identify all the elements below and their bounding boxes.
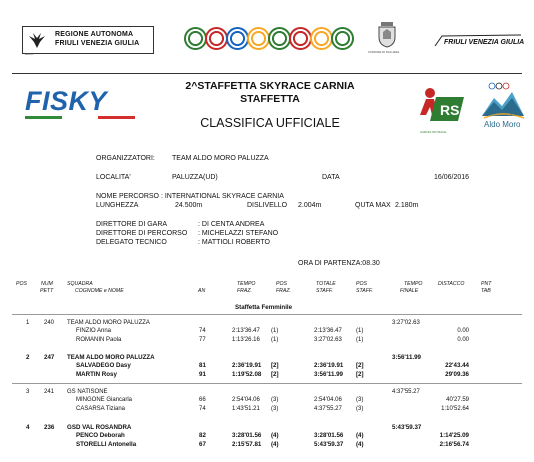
member-total-time: 2:13'36.47	[314, 328, 342, 335]
member-relay-pos: (4)	[356, 440, 364, 448]
category-label: Staffetta Femminile	[235, 304, 293, 311]
member-total-time: 3:28'01.56	[314, 432, 344, 440]
aldo-moro-text: Aldo Moro	[484, 120, 521, 129]
member-name: CASARSA Tiziana	[76, 405, 126, 412]
team-bib: 241	[44, 389, 55, 395]
member-total-time: 4:37'55.27	[314, 405, 342, 412]
team-name: TEAM ALDO MORO PALUZZA	[67, 320, 150, 326]
member-gap: 29'09.36	[445, 370, 469, 378]
association-emblem-icon	[331, 27, 354, 50]
member-gap: 0.00	[457, 336, 469, 343]
association-emblem-icon	[226, 27, 249, 50]
team-name: GSD VAL ROSANDRA	[67, 424, 132, 431]
fvg-text: FRIULI VENEZIA GIULIA	[444, 39, 525, 46]
association-emblem-icon	[247, 27, 270, 50]
fvg-logo	[432, 32, 524, 52]
association-emblem-icon	[310, 27, 333, 50]
association-emblem-icon	[268, 27, 291, 50]
date-value: 16/06/2016	[434, 174, 470, 181]
member-total-time: 3:27'02.63	[314, 336, 342, 343]
member-name: MINGONE Giancarla	[76, 397, 133, 404]
member-year: 82	[199, 432, 206, 440]
team-bib: 240	[44, 320, 55, 326]
aldo-moro-logo	[480, 80, 526, 124]
region-line2: FRIULI VENEZIA GIULIA	[55, 40, 140, 47]
start-time: ORA DI PARTENZA:08.30	[298, 260, 380, 267]
member-total-time: 3:56'11.99	[314, 370, 343, 378]
dir-perc-value: : MICHELAZZI STEFANO	[198, 230, 279, 237]
date-label: DATA	[322, 174, 340, 181]
aldo-moro-small: Giovanni Cal Aldo Moro	[485, 113, 517, 117]
dislivello-label: DISLIVELLO	[247, 202, 288, 209]
percorso-name: NOME PERCORSO : INTERNATIONAL SKYRACE CARNIA	[96, 193, 284, 200]
member-split-time: 2:54'04.06	[232, 397, 260, 404]
member-relay-pos: [2]	[356, 362, 364, 370]
org-value: TEAM ALDO MORO PALUZZA	[172, 155, 269, 162]
loc-label: LOCALITA'	[96, 174, 131, 181]
regione-fvg-logo	[22, 26, 154, 54]
col-totale-2: STAFF.	[316, 288, 333, 294]
member-split-time: 2:15'57.81	[232, 440, 262, 448]
member-name: MARTIN Rosy	[76, 370, 117, 378]
region-line1: REGIONE AUTONOMA	[55, 31, 134, 38]
loc-value: PALUZZA(UD)	[172, 174, 218, 181]
comune-crest-icon	[377, 22, 397, 48]
skyrace-caption: CARNIA SKYRACE	[420, 130, 447, 134]
team-name: GS NATISONE	[67, 389, 108, 395]
team-bib: 247	[44, 354, 55, 361]
member-split-time: 1:43'51.21	[232, 405, 260, 412]
col-tempo-finale: TEMPO	[404, 281, 423, 287]
member-gap: 22'43.44	[445, 362, 469, 370]
comune-caption: COMUNE DI PALUZZA	[368, 50, 400, 54]
member-total-time: 5:43'59.37	[314, 440, 344, 448]
member-split-time: 1:19'52.08	[232, 370, 262, 378]
team-pos: 4	[26, 424, 30, 431]
delegato-value: : MATTIOLI ROBERTO	[198, 239, 270, 246]
team-final-time: 4:37'55.27	[392, 389, 420, 395]
col-distacco: DISTACCO	[438, 281, 465, 287]
team-bib: 236	[44, 424, 55, 431]
fisky-logo: FISKY	[25, 86, 108, 116]
member-split-time: 1:13'26.16	[232, 336, 260, 343]
member-gap: 40'27.59	[446, 397, 469, 404]
member-relay-pos: (1)	[356, 328, 364, 335]
member-total-time: 2:36'19.91	[314, 362, 344, 370]
team-pos: 1	[26, 320, 30, 326]
member-split-time: 3:28'01.56	[232, 432, 262, 440]
col-pos-fraz-2: FRAZ.	[276, 288, 291, 294]
fisky-flag-bar	[25, 116, 135, 119]
member-year: 81	[199, 362, 206, 370]
member-gap: 2:16'56.74	[439, 440, 469, 448]
col-pos-staff: POS	[356, 281, 367, 287]
member-name: ROMANIN Paola	[76, 336, 122, 343]
member-year: 74	[199, 328, 206, 335]
member-split-pos: (3)	[271, 397, 279, 404]
member-name: PENCO Deborah	[76, 432, 125, 440]
member-year: 66	[199, 397, 206, 404]
svg-text:RS: RS	[440, 102, 460, 118]
lunghezza-label: LUNGHEZZA	[96, 202, 139, 209]
col-tempo-fraz-2: FRAZ.	[237, 288, 252, 294]
team-pos: 2	[26, 354, 30, 361]
emblem-row	[180, 0, 360, 60]
member-relay-pos: (3)	[356, 397, 364, 404]
team-final-time: 3:56'11.99	[392, 354, 421, 361]
member-split-pos: [2]	[271, 370, 279, 378]
eagle-icon	[27, 30, 47, 50]
team-final-time: 3:27'02.63	[392, 320, 420, 326]
member-split-pos: (4)	[271, 440, 279, 448]
col-tempo-fraz: TEMPO	[237, 281, 256, 287]
member-split-pos: (1)	[271, 328, 279, 335]
col-totale: TOTALE	[316, 281, 336, 287]
lunghezza-value: 24.500m	[175, 202, 203, 209]
association-emblem-icon	[289, 27, 312, 50]
col-pos: POS	[16, 281, 27, 287]
ranking-title: CLASSIFICA UFFICIALE	[200, 116, 340, 130]
member-relay-pos: [2]	[356, 370, 364, 378]
col-tempo-finale-2: FINALE	[400, 288, 419, 294]
col-pos-fraz: POS	[276, 281, 287, 287]
member-gap: 1:10'52.64	[441, 405, 469, 412]
quota-value: 2.180m	[395, 202, 419, 209]
col-num: NUM	[41, 281, 53, 287]
member-gap: 0.00	[457, 328, 469, 335]
delegato-label: DELEGATO TECNICO	[96, 239, 167, 246]
dir-gara-value: : DI CENTA ANDREA	[198, 221, 265, 228]
member-year: 74	[199, 405, 206, 412]
row-separator	[12, 383, 522, 384]
member-year: 67	[199, 440, 206, 448]
member-split-pos: (1)	[271, 336, 279, 343]
col-pnt: PNT	[481, 281, 492, 287]
col-tab: TAB	[481, 288, 491, 294]
member-split-time: 2:13'36.47	[232, 328, 260, 335]
col-squadra: SQUADRA	[67, 281, 93, 287]
team-pos: 3	[26, 389, 30, 395]
member-name: FINZIO Anna	[76, 328, 112, 335]
member-split-pos: (4)	[271, 432, 279, 440]
member-split-pos: (3)	[271, 405, 279, 412]
member-split-time: 2:36'19.91	[232, 362, 262, 370]
association-emblem-icon	[184, 27, 207, 50]
quota-label: QUTA MAX	[355, 202, 391, 209]
member-relay-pos: (3)	[356, 405, 364, 412]
member-relay-pos: (4)	[356, 432, 364, 440]
member-gap: 1:14'25.09	[439, 432, 469, 440]
member-relay-pos: (1)	[356, 336, 364, 343]
region-caption: EDDA	[25, 52, 34, 56]
org-label: ORGANIZZATORI:	[96, 155, 155, 162]
row-separator	[12, 314, 522, 315]
col-pos-staff-2: STAFF.	[356, 288, 373, 294]
team-name: TEAM ALDO MORO PALUZZA	[67, 354, 155, 361]
member-year: 77	[199, 336, 206, 343]
member-name: SALVADEGO Dasy	[76, 362, 131, 370]
dislivello-value: 2.004m	[298, 202, 322, 209]
association-emblem-icon	[205, 27, 228, 50]
member-split-pos: [2]	[271, 362, 279, 370]
team-final-time: 5:43'59.37	[392, 424, 422, 431]
race-title: 2^STAFFETTA SKYRACE CARNIA	[185, 80, 355, 92]
member-total-time: 2:54'04.06	[314, 397, 342, 404]
skyrace-carnia-logo	[418, 85, 466, 129]
member-name: STORELLI Antonella	[76, 440, 137, 448]
header-rule	[12, 73, 522, 74]
race-subtitle: STAFFETTA	[240, 93, 300, 105]
dir-perc-label: DIRETTORE DI PERCORSO	[96, 230, 188, 237]
col-pett: PETT	[40, 288, 54, 294]
dir-gara-label: DIRETTORE DI GARA	[96, 221, 168, 228]
col-an: AN	[198, 288, 206, 294]
member-year: 91	[199, 370, 206, 378]
col-cognome: COGNOME e NOME	[75, 288, 124, 294]
